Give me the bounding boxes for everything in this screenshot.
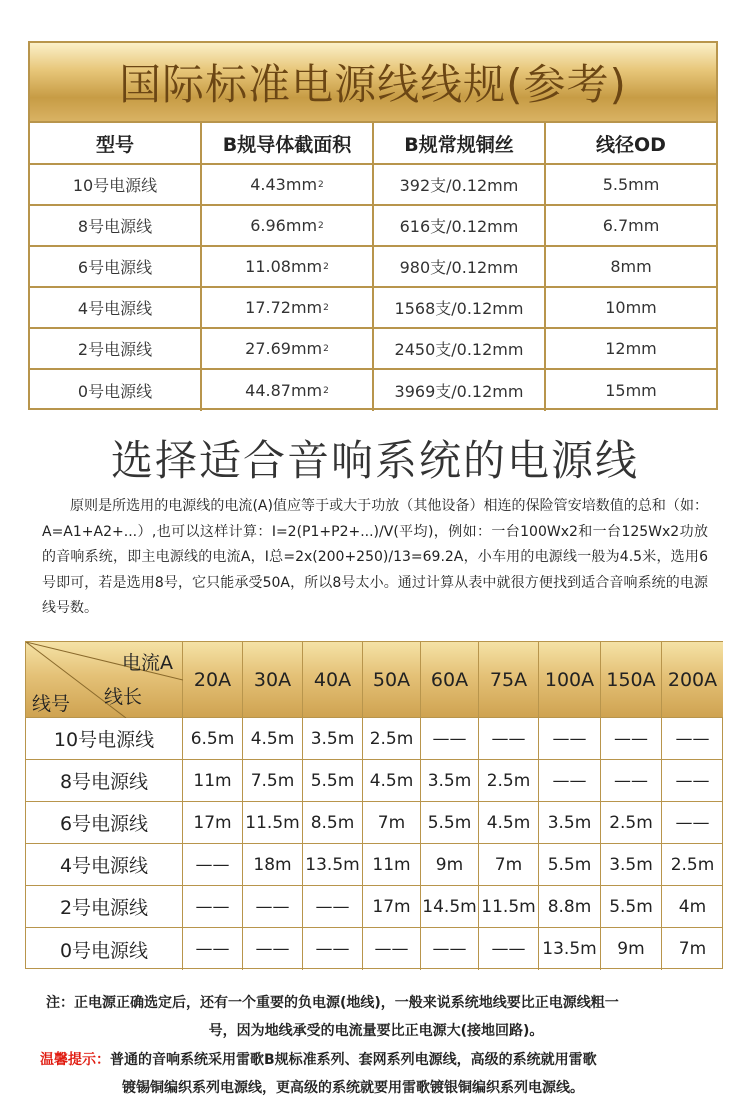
length-cell: ——: [303, 886, 363, 928]
note-text: [46, 989, 706, 1045]
length-cell: 4.5m: [243, 718, 303, 760]
spec-area-unit: mm: [285, 216, 318, 235]
length-cell: 17m: [183, 802, 243, 844]
current-header: 40A: [303, 642, 363, 718]
spec-cell-od: 15mm: [605, 381, 657, 400]
gauge-row-label: 2号电源线: [26, 886, 183, 928]
length-cell: 9m: [601, 928, 662, 970]
spec-cell-od: 10mm: [546, 288, 716, 329]
length-cell: ——: [183, 886, 243, 928]
length-cell: ——: [363, 928, 421, 970]
length-cell: 2.5m: [662, 844, 723, 886]
length-cell: 8.5m: [303, 802, 363, 844]
length-cell: 11m: [363, 844, 421, 886]
length-cell: 7m: [479, 844, 539, 886]
spec-cell-strands: 392支/0.12mm: [374, 165, 546, 206]
current-header: 200A: [662, 642, 723, 718]
current-header: 30A: [243, 642, 303, 718]
tip-line-2: 镀锡铜编织系列电源线，更高级的系统就要用雷歌镀银铜编织系列电源线。: [122, 1080, 584, 1096]
gauge-row-label: 10号电源线: [26, 718, 183, 760]
length-cell: ——: [662, 760, 723, 802]
spec-cell-area: [202, 329, 374, 370]
length-cell: ——: [479, 718, 539, 760]
spec-area-exponent: 2: [323, 385, 329, 396]
note-line-1: 注：正电源正确选定后，还有一个重要的负电源(地线)，一般来说系统地线要比正电源线粗一: [46, 995, 619, 1011]
length-cell: 14.5m: [421, 886, 479, 928]
spec-table: [28, 41, 718, 410]
corner-current-label: 电流A: [122, 652, 173, 674]
current-header: 100A: [539, 642, 601, 718]
length-cell: 3.5m: [303, 718, 363, 760]
spec-header-area: B规导体截面积: [202, 123, 374, 165]
gauge-row-label: 4号电源线: [26, 844, 183, 886]
current-header: 20A: [183, 642, 243, 718]
length-cell: 8.8m: [539, 886, 601, 928]
spec-area-exponent: 2: [323, 302, 329, 313]
current-header: 50A: [363, 642, 421, 718]
spec-table-title: 国际标准电源线线规(参考): [30, 43, 716, 123]
spec-table-grid: [30, 123, 716, 411]
length-cell: ——: [421, 928, 479, 970]
spec-cell-strands: 1568支/0.12mm: [374, 288, 546, 329]
length-cell: 13.5m: [539, 928, 601, 970]
spec-area-value: 17.72: [245, 298, 291, 317]
spec-area-value: 6.96: [250, 216, 286, 235]
length-cell: 11m: [183, 760, 243, 802]
spec-cell-area: [202, 165, 374, 206]
spec-cell-od: 12mm: [546, 329, 716, 370]
spec-area-exponent: 2: [318, 179, 324, 190]
spec-cell-model: 0号电源线: [30, 370, 202, 411]
length-cell: ——: [539, 718, 601, 760]
length-cell: 13.5m: [303, 844, 363, 886]
length-cell: 2.5m: [601, 802, 662, 844]
corner-gauge-label: 线号: [32, 693, 71, 715]
length-cell: 3.5m: [601, 844, 662, 886]
current-header: 60A: [421, 642, 479, 718]
current-header: 150A: [601, 642, 662, 718]
length-cell: 11.5m: [243, 802, 303, 844]
length-cell: 17m: [363, 886, 421, 928]
spec-cell-area: [202, 288, 374, 329]
length-cell: 5.5m: [539, 844, 601, 886]
explanation-paragraph: 原则是所选用的电源线的电流(A)值应等于或大于功放（其他设备）相连的保险管安培数值的总和（如：A=A1+A2+...）,也可以这样计算：I=2(P1+P2+...)/V(平均)，例如：一台100Wx2和一台125Wx2功放的音响系统，即主电源线的电流A，I总=2x(200+250)/13=69.2A，小车用的电源线一般为4.5米，选用6号即可，若是选用8号，它只能承受50A，所以8号太小。通过计算从表中就很方便找到适合音响系统的电源线号数。: [42, 498, 708, 616]
length-cell: ——: [183, 928, 243, 970]
spec-cell-area: [202, 206, 374, 247]
length-cell: 2.5m: [363, 718, 421, 760]
spec-cell-strands: 3969支/0.12mm: [374, 370, 546, 411]
spec-cell-model: 2号电源线: [30, 329, 202, 370]
length-cell: 4.5m: [479, 802, 539, 844]
current-header: 75A: [479, 642, 539, 718]
note-line-2: 号，因为地线承受的电流量要比正电源大(接地回路)。: [208, 1023, 544, 1039]
spec-cell-area: [202, 370, 374, 411]
length-cell: 7.5m: [243, 760, 303, 802]
spec-area-unit: mm: [290, 381, 323, 400]
length-cell: ——: [601, 760, 662, 802]
spec-area-exponent: 2: [318, 220, 324, 231]
length-cell: 9m: [421, 844, 479, 886]
table-corner-cell: [26, 642, 183, 718]
spec-cell-od: 8mm: [546, 247, 716, 288]
spec-area-value: 4.43: [250, 175, 286, 194]
spec-area-unit: mm: [290, 257, 323, 276]
length-cell: ——: [662, 718, 723, 760]
spec-cell-model: 6号电源线: [30, 247, 202, 288]
tip-label: 温馨提示：: [40, 1052, 110, 1068]
length-cell: 3.5m: [421, 760, 479, 802]
gauge-row-label: 8号电源线: [26, 760, 183, 802]
length-cell: 5.5m: [601, 886, 662, 928]
length-cell: 5.5m: [421, 802, 479, 844]
spec-header-strands: B规常规铜丝: [374, 123, 546, 165]
tip-line-1: 普通的音响系统采用雷歌B规标准系列、套网系列电源线，高级的系统就用雷歌: [110, 1052, 597, 1068]
spec-cell-strands: 2450支/0.12mm: [374, 329, 546, 370]
gauge-row-label: 6号电源线: [26, 802, 183, 844]
tip-text: [40, 1046, 712, 1102]
spec-cell-od: 5.5mm: [546, 165, 716, 206]
length-cell: ——: [662, 802, 723, 844]
length-cell: ——: [183, 844, 243, 886]
spec-area-exponent: 2: [323, 261, 329, 272]
spec-header-model: 型号: [30, 123, 202, 165]
spec-cell-od: 6.7mm: [546, 206, 716, 247]
length-cell: 7m: [363, 802, 421, 844]
length-cell: ——: [421, 718, 479, 760]
spec-cell-model: 4号电源线: [30, 288, 202, 329]
length-cell: ——: [479, 928, 539, 970]
spec-area-exponent: 2: [323, 343, 329, 354]
spec-header-od: 线径OD: [546, 123, 716, 165]
spec-cell-model: 10号电源线: [30, 165, 202, 206]
length-cell: ——: [601, 718, 662, 760]
spec-area-unit: mm: [290, 339, 323, 358]
length-cell: 4m: [662, 886, 723, 928]
length-table: [25, 641, 723, 969]
corner-length-label: 线长: [104, 686, 143, 708]
length-cell: 4.5m: [363, 760, 421, 802]
length-cell: ——: [243, 928, 303, 970]
length-cell: 11.5m: [479, 886, 539, 928]
spec-area-value: 44.87: [245, 381, 291, 400]
spec-area-unit: mm: [290, 298, 323, 317]
section-heading: 选择适合音响系统的电源线: [110, 436, 639, 485]
length-cell: ——: [539, 760, 601, 802]
spec-area-value: 11.08: [245, 257, 291, 276]
spec-cell-area: [202, 247, 374, 288]
length-cell: 5.5m: [303, 760, 363, 802]
gauge-row-label: 0号电源线: [26, 928, 183, 970]
spec-cell-strands: 980支/0.12mm: [374, 247, 546, 288]
spec-cell-strands: 616支/0.12mm: [374, 206, 546, 247]
spec-area-value: 27.69: [245, 339, 291, 358]
length-cell: 3.5m: [539, 802, 601, 844]
spec-area-unit: mm: [285, 175, 318, 194]
spec-cell-model: 8号电源线: [30, 206, 202, 247]
length-cell: ——: [243, 886, 303, 928]
length-cell: 2.5m: [479, 760, 539, 802]
length-cell: ——: [303, 928, 363, 970]
length-cell: 7m: [678, 939, 707, 959]
length-cell: 18m: [243, 844, 303, 886]
length-cell: 6.5m: [183, 718, 243, 760]
